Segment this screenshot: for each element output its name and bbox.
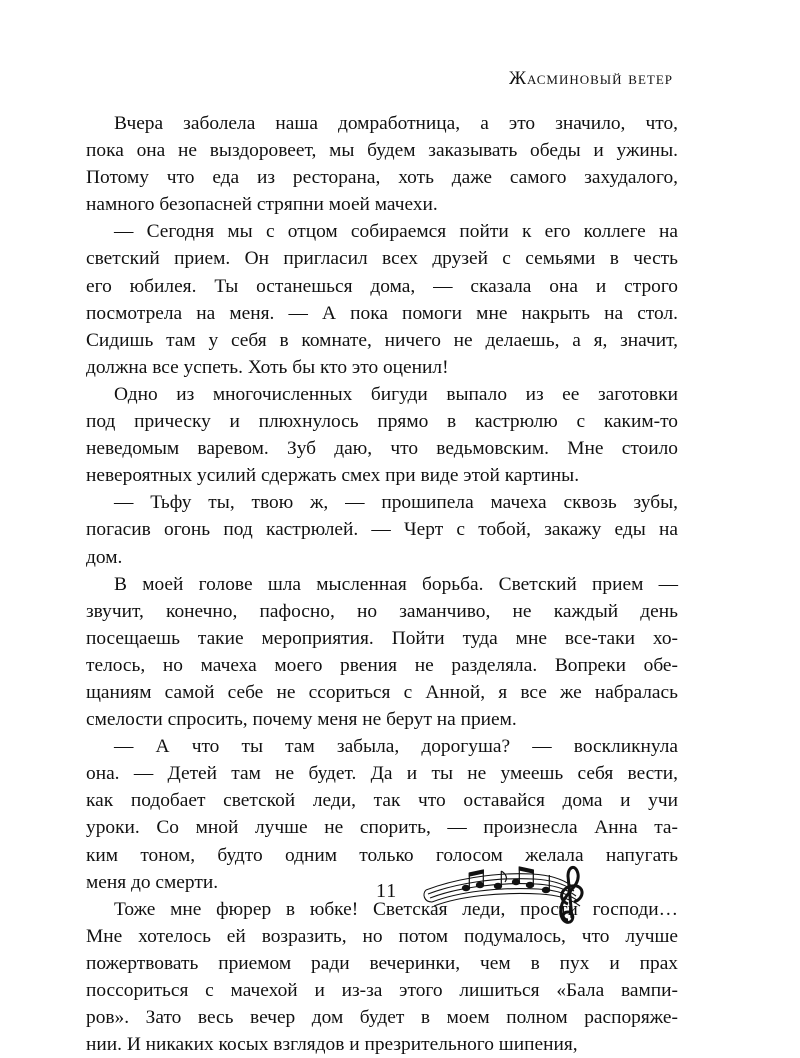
text-line: звучит, конечно, пафосно, но заманчиво, не каждый день (86, 600, 678, 622)
running-title: Жасминовый ветер (508, 68, 673, 89)
text-line: нии. И никаких косых взглядов и презрительного шипения, (86, 1034, 578, 1056)
text-line: Мне хотелось ей возразить, но потом подумалось, что лучше (86, 925, 678, 947)
text-line: под прическу и плюхнулось прямо в кастрюлю с каким-то (86, 411, 678, 433)
text-line: его юбилея. Ты останешься дома, — сказала она и строго (86, 275, 678, 297)
text-line: она. — Детей там не будет. Да и ты не умеешь себя вести, (86, 763, 678, 785)
text-line: поссориться с мачехой и из-за этого лишиться «Бала вампи- (86, 980, 678, 1001)
text-line: В моей голове шла мысленная борьба. Светский прием — (114, 573, 678, 595)
text-line: пожертвовать приемом ради вечеринки, чем в пух и прах (86, 952, 678, 974)
text-line: посещаешь такие мероприятия. Пойти туда мне все-таки хо- (86, 627, 678, 649)
text-line: посмотрела на меня. — А пока помоги мне накрыть на стол. (86, 302, 678, 324)
text-line: светский прием. Он пригласил всех друзей с семьями в честь (86, 248, 678, 270)
music-notes-treble-clef-icon (422, 852, 594, 924)
text-line: — Тьфу ты, твою ж, — прошипела мачеха сквозь зубы, (114, 492, 678, 514)
text-line: пока она не выздоровеет, мы будем заказывать обеды и ужины. (86, 140, 678, 162)
page-number: 11 (376, 880, 398, 902)
text-line: Потому что еда из ресторана, хоть даже самого захудалого, (86, 167, 678, 189)
text-line: неведомым варевом. Зуб даю, что ведьмовским. Мне стоило (86, 438, 678, 460)
text-line: — Сегодня мы с отцом собираемся пойти к его коллеге на (114, 221, 678, 243)
text-line: телось, но мачеха моего рвения не разделяла. Вопреки обе- (86, 654, 678, 676)
text-line: невероятных усилий сдержать смех при виде этой картины. (86, 465, 580, 487)
text-line: меня до смерти. (86, 871, 219, 893)
text-line: смелости спросить, почему меня не берут на прием. (86, 709, 517, 731)
text-line: щаниям самой себе не ссориться с Анной, я все же набралась (86, 681, 678, 703)
text-line: — А что ты там забыла, дорогуша? — воскликнула (114, 736, 678, 758)
text-line: Тоже мне фюрер в юбке! Светская леди, прости господи… (114, 898, 678, 920)
text-line: уроки. Со мной лучше не спорить, — произнесла Анна та- (86, 817, 678, 839)
text-line: ким тоном, будто одним только голосом желала напугать (86, 844, 678, 866)
text-line: дом. (86, 546, 123, 568)
text-line: намного безопасней стряпни моей мачехи. (86, 194, 438, 216)
text-line: Сидишь там у себя в комнате, ничего не делаешь, а я, значит, (86, 329, 678, 351)
text-line: как подобает светской леди, так что оставайся дома и учи (86, 790, 678, 812)
text-line: ров». Зато весь вечер дом будет в моем полном распоряже- (86, 1007, 678, 1029)
text-line: Одно из многочисленных бигуди выпало из ее заготовки (114, 383, 678, 405)
text-line: Вчера заболела наша домработница, а это значило, что, (114, 113, 678, 134)
text-line: должна все успеть. Хоть бы кто это оценил! (86, 356, 449, 378)
text-line: погасив огонь под кастрюлей. — Черт с тобой, закажу еды на (86, 519, 678, 541)
